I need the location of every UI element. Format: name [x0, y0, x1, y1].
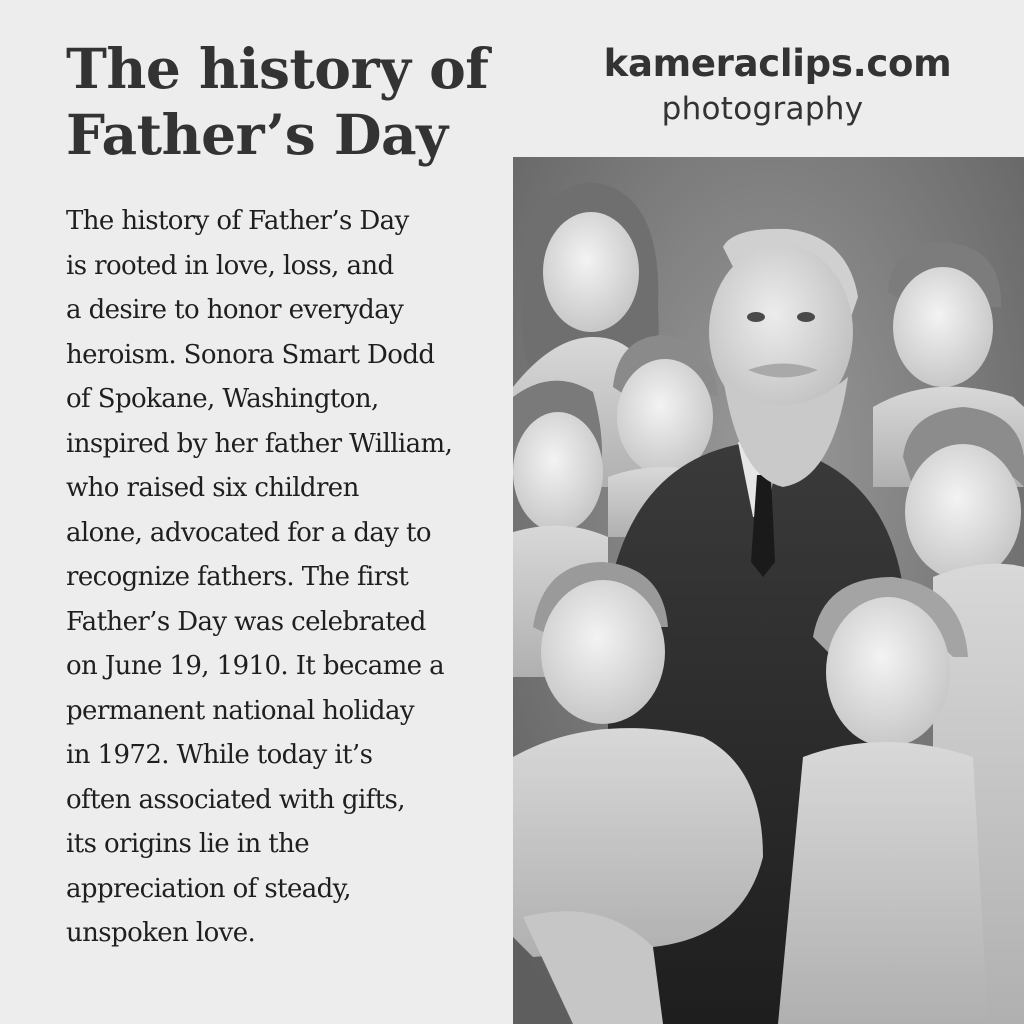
- body-line: Father’s Day was celebrated: [66, 606, 426, 637]
- body-line: alone, advocated for a day to: [66, 517, 431, 548]
- body-line: heroism. Sonora Smart Dodd: [66, 339, 435, 370]
- body-line: of Spokane, Washington,: [66, 384, 379, 414]
- brand-block: [560, 40, 995, 130]
- body-line: often associated with gifts,: [66, 784, 405, 815]
- body-line: inspired by her father William,: [66, 428, 453, 459]
- page-title: [66, 36, 536, 168]
- body-line: on June 19, 1910. It became a: [66, 651, 445, 681]
- body-line: permanent national holiday: [66, 695, 414, 726]
- body-line: in 1972. While today it’s: [66, 740, 373, 770]
- body-line: who raised six children: [66, 473, 359, 503]
- body-line: unspoken love.: [66, 918, 256, 948]
- body-paragraph: [66, 199, 506, 956]
- body-line: is rooted in love, loss, and: [66, 250, 394, 281]
- brand-name: kameraclips.com: [603, 42, 952, 85]
- body-line: appreciation of steady,: [66, 873, 351, 904]
- brand-tagline: photography: [661, 91, 864, 127]
- body-line: recognize fathers. The first: [66, 562, 409, 592]
- body-line: a desire to honor everyday: [66, 295, 404, 325]
- body-line: its origins lie in the: [66, 829, 310, 859]
- title-line-2: Father’s Day: [66, 102, 448, 167]
- body-line: The history of Father’s Day: [66, 206, 409, 236]
- title-line-1: The history of: [66, 36, 489, 101]
- family-photo: [513, 157, 1024, 1024]
